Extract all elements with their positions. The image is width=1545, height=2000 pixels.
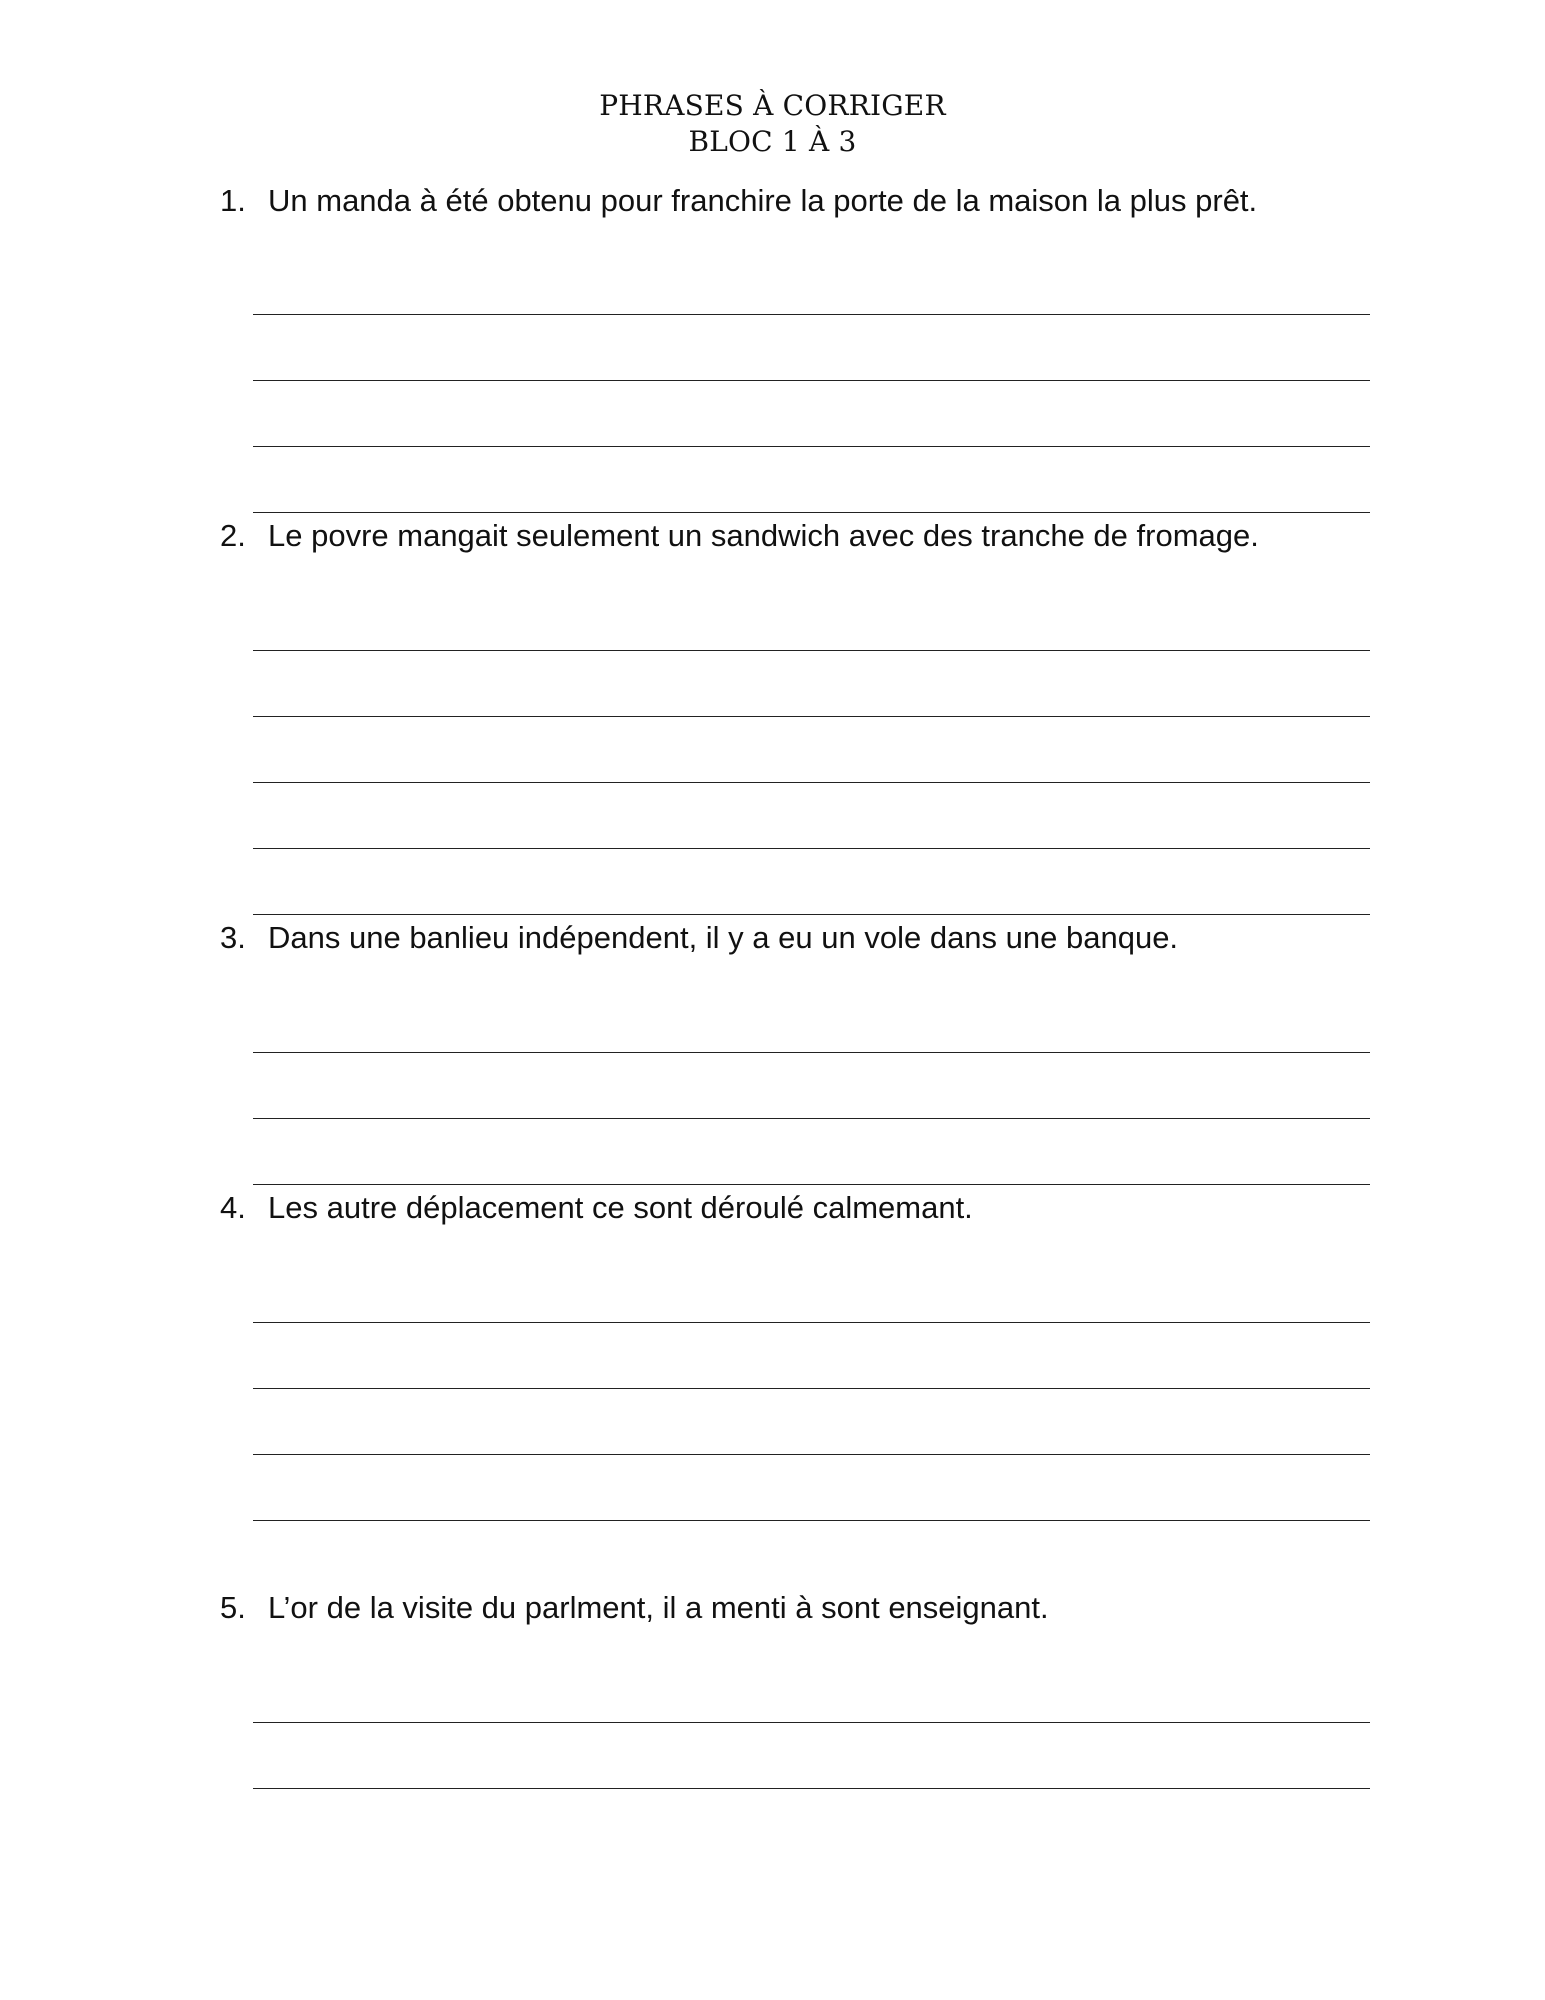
answer-line[interactable] xyxy=(253,1184,1370,1185)
answer-line[interactable] xyxy=(253,716,1370,717)
question-number: 4. xyxy=(220,1190,246,1225)
answer-line[interactable] xyxy=(253,914,1370,915)
answer-line[interactable] xyxy=(253,1118,1370,1119)
question-text: Dans une banlieu indépendent, il y a eu un vole dans une banque. xyxy=(268,920,1179,955)
answer-line[interactable] xyxy=(253,1322,1370,1323)
question-3 xyxy=(220,918,1178,958)
worksheet-title: PHRASES À CORRIGER xyxy=(599,89,946,122)
question-number: 3. xyxy=(220,920,246,955)
question-text: Le povre mangait seulement un sandwich avec des tranche de fromage. xyxy=(268,518,1259,553)
answer-line[interactable] xyxy=(253,446,1370,447)
answer-line[interactable] xyxy=(253,1520,1370,1521)
answer-line[interactable] xyxy=(253,1454,1370,1455)
question-number: 1. xyxy=(220,183,246,218)
answer-line[interactable] xyxy=(253,782,1370,783)
answer-line[interactable] xyxy=(253,380,1370,381)
question-5 xyxy=(220,1588,1049,1628)
worksheet-subtitle: BLOC 1 À 3 xyxy=(688,125,857,158)
answer-line[interactable] xyxy=(253,650,1370,651)
question-4 xyxy=(220,1188,973,1228)
question-number: 2. xyxy=(220,518,246,553)
question-number: 5. xyxy=(220,1590,246,1625)
question-text: Un manda à été obtenu pour franchire la porte de la maison la plus prêt. xyxy=(268,183,1258,218)
answer-line[interactable] xyxy=(253,314,1370,315)
answer-line[interactable] xyxy=(253,512,1370,513)
answer-line[interactable] xyxy=(253,1788,1370,1789)
question-text: L’or de la visite du parlment, il a menti à sont enseignant. xyxy=(268,1590,1049,1625)
question-2 xyxy=(220,516,1259,556)
answer-line[interactable] xyxy=(253,1052,1370,1053)
question-1 xyxy=(220,181,1257,221)
question-text: Les autre déplacement ce sont déroulé calmemant. xyxy=(268,1190,973,1225)
answer-line[interactable] xyxy=(253,1722,1370,1723)
answer-line[interactable] xyxy=(253,848,1370,849)
answer-line[interactable] xyxy=(253,1388,1370,1389)
